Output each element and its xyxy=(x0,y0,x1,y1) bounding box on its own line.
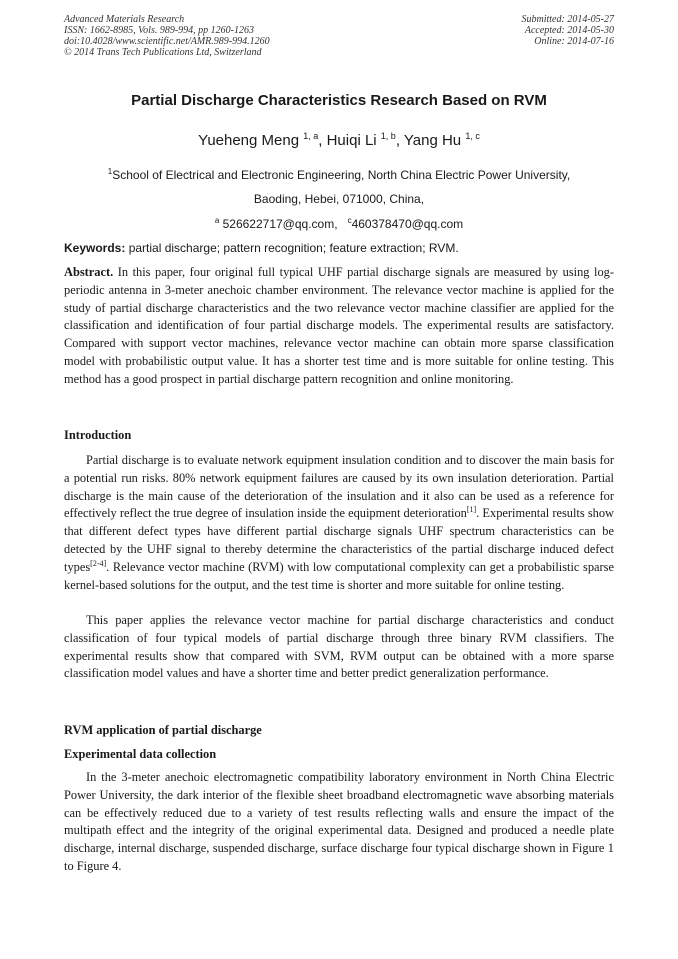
abstract-text: In this paper, four original full typical UHF partial discharge signals are measured by using log-periodic antenna in 3-meter anechoic chamber environment. The relevance vector machine is applied for the study of partial discharge characteristics and the two relevance vector machine classifier are applied for the classification and identification of four partial discharge models. The experimental results are satisfactory. Compared with support vector machines, relevance vector machine can obtain more sparse classification model with probabilistic output value. It has a shorter test time and is more suitable for online testing. This method has a good prospect in partial discharge pattern recognition and online monitoring. xyxy=(64,265,614,386)
affiliation-line-1 xyxy=(40,167,638,182)
keywords-label: Keywords: xyxy=(64,241,126,255)
journal-issn: ISSN: 1662-8985, Vols. 989-994, pp 1260-1263 xyxy=(64,25,254,36)
author-affil-mark: 1, c xyxy=(465,131,480,141)
author-affil-mark: 1, b xyxy=(380,131,396,141)
section-heading-rvm-application: RVM application of partial discharge xyxy=(64,723,262,737)
keywords-text: partial discharge; pattern recognition; feature extraction; RVM. xyxy=(128,241,459,255)
abstract-label: Abstract. xyxy=(64,265,114,279)
citation: [2-4] xyxy=(90,558,107,568)
author-affil-mark: 1, a xyxy=(303,131,319,141)
journal-info xyxy=(64,14,270,58)
author-name: Yueheng Meng xyxy=(198,132,300,149)
submission-dates xyxy=(522,14,615,47)
online-date: Online: 2014-07-16 xyxy=(534,36,614,47)
subsection-heading-data-collection: Experimental data collection xyxy=(64,747,217,761)
intro-paragraph-2: This paper applies the relevance vector machine for partial discharge characteristics and conduct classification of four typical models of partial discharge through three binary RVM classifiers. The experimental results show that compared with SVM, RVM output can be obtained with a more sparse classification model values and have a shorter time and better predict generalization performance. xyxy=(64,613,614,681)
affiliation-mark: 1 xyxy=(107,167,113,176)
affiliation-text: School of Electrical and Electronic Engineering, North China Electric Power University, xyxy=(112,168,571,182)
paper-title: Partial Discharge Characteristics Research Based on RVM xyxy=(131,92,547,109)
intro-paragraph-1 xyxy=(64,452,614,594)
email-c: 460378470@qq.com xyxy=(351,217,464,231)
author-list: Yueheng Meng $^{1, a}$, Huiqi Li $^{1, b}$, Yang Hu $^{1, c}$ xyxy=(198,131,480,149)
intro-text: Partial discharge is to evaluate network equipment insulation condition and to discover the main basis for a potential run risks. 80% network equipment failures are caused by its own insulation deterioration. Partial discharge is the main cause of the deterioration of the insulation and it also can be used as a reference for effectively reflect the true degree of insulation inside the equipment deterioration xyxy=(64,453,614,521)
accepted-date: Accepted: 2014-05-30 xyxy=(524,25,614,36)
author-name: Yang Hu xyxy=(403,132,462,149)
intro-text: . Experimental results show that different defect types have different partial discharge signals UHF spectrum characteristics can be detected by the UHF signal to thereby determine the characteristics of the partial discharge induced defect types xyxy=(64,506,614,574)
intro-text: . Relevance vector machine (RVM) with low computational complexity can get a probabilistic sparse kernel-based solutions for the output, and the test time is shorter and more suitable for online testing. xyxy=(64,559,614,592)
journal-doi: doi:10.4028/www.scientific.net/AMR.989-994.1260 xyxy=(64,36,270,47)
section-heading-introduction: Introduction xyxy=(64,428,132,442)
email-mark: a xyxy=(214,216,220,225)
author-emails xyxy=(40,216,638,231)
email-mark: c xyxy=(347,216,352,225)
journal-copyright: © 2014 Trans Tech Publications Ltd, Switzerland xyxy=(64,47,262,58)
data-collection-paragraph: In the 3-meter anechoic electromagnetic compatibility laboratory environment in North China Electric Power University, the dark interior of the flexible sheet broadband electromagnetic wave absorbing materials can be effectively reduced due to a variety of test results reflecting walls and ensure the impact of the multipath effect and the integrity of the original experimental data. Designed and produced a needle plate discharge, internal discharge, suspended discharge, surface discharge four typical discharge shown in Figure 1 to Figure 4. xyxy=(64,770,614,873)
submitted-date: Submitted: 2014-05-27 xyxy=(521,14,614,25)
abstract xyxy=(64,264,614,389)
email-a: 526622717@qq.com, xyxy=(222,217,338,231)
affiliation-line-2: Baoding, Hebei, 071000, China, xyxy=(253,192,425,206)
journal-name: Advanced Materials Research xyxy=(64,14,185,25)
citation: [1] xyxy=(466,505,477,515)
keywords xyxy=(64,241,459,255)
author-name: Huiqi Li xyxy=(326,132,377,149)
